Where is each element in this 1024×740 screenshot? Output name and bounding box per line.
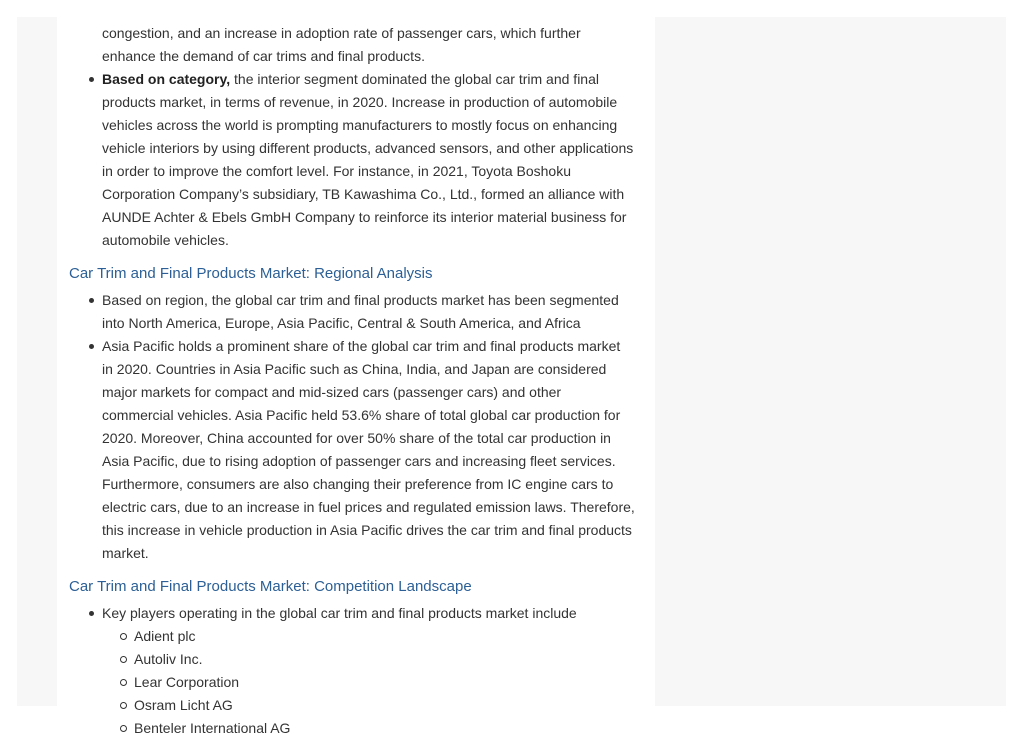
key-player-item [134, 694, 635, 717]
article-body [57, 17, 655, 736]
regional-bullet-list [57, 289, 655, 565]
key-player-name: Autoliv Inc. [134, 651, 203, 667]
competition-bullet-list [57, 602, 655, 740]
intro-continuation-text: congestion, and an increase in adoption rate of passenger cars, which further enhance the demand of car trims and final products. [102, 25, 581, 64]
key-player-name: Benteler International AG [134, 720, 291, 736]
right-sidebar-panel [655, 17, 1006, 706]
category-bullet-bold: Based on category, [102, 71, 231, 87]
list-item [102, 289, 655, 335]
key-players-intro: Key players operating in the global car trim and final products market include [102, 605, 577, 621]
key-players-list [102, 625, 635, 740]
category-bullet-text: the interior segment dominated the global car trim and final products market, in terms of revenue, in 2020. Increase in production of automobile vehicles across the world is prompting manufacturers to mostly focus on enhancing vehicle interiors by using different products, advanced sensors, and other applications in order to improve the comfort level. For instance, in 2021, Toyota Boshoku Corporation Company’s subsidiary, TB Kawashima Co., Ltd., formed an alliance with AUNDE Achter & Ebels GmbH Company to reinforce its interior material business for automobile vehicles. [102, 71, 634, 248]
list-item [102, 602, 655, 740]
regional-bullet-1: Based on region, the global car trim and final products market has been segmented into North America, Europe, Asia Pacific, Central & South America, and Africa [102, 292, 619, 331]
key-player-name: Adient plc [134, 628, 196, 644]
article-content [57, 22, 655, 740]
competition-landscape-heading: Car Trim and Final Products Market: Competition Landscape [69, 578, 472, 595]
key-player-item [134, 671, 635, 694]
key-player-name: Osram Licht AG [134, 697, 233, 713]
regional-analysis-heading: Car Trim and Final Products Market: Regional Analysis [69, 265, 433, 282]
key-player-item [134, 625, 635, 648]
key-player-item [134, 717, 635, 740]
regional-bullet-2: Asia Pacific holds a prominent share of the global car trim and final products market in 2020. Countries in Asia Pacific such as China, India, and Japan are considered major markets for compact and mid-sized cars (passenger cars) and other commercial vehicles. Asia Pacific held 53.6% share of total global car production for 2020. Moreover, China accounted for over 50% share of the total car production in Asia Pacific, due to rising adoption of passenger cars and increasing fleet services. Furthermore, consumers are also changing their preference from IC engine cars to electric cars, due to an increase in fuel prices and regulated emission laws. Therefore, this increase in vehicle production in Asia Pacific drives the car trim and final products market. [102, 338, 635, 561]
list-item [102, 68, 655, 252]
list-item [102, 22, 655, 68]
list-item [102, 335, 655, 565]
left-gutter [17, 17, 57, 706]
key-player-item [134, 648, 635, 671]
key-player-name: Lear Corporation [134, 674, 240, 690]
segment-bullet-list [57, 22, 655, 252]
